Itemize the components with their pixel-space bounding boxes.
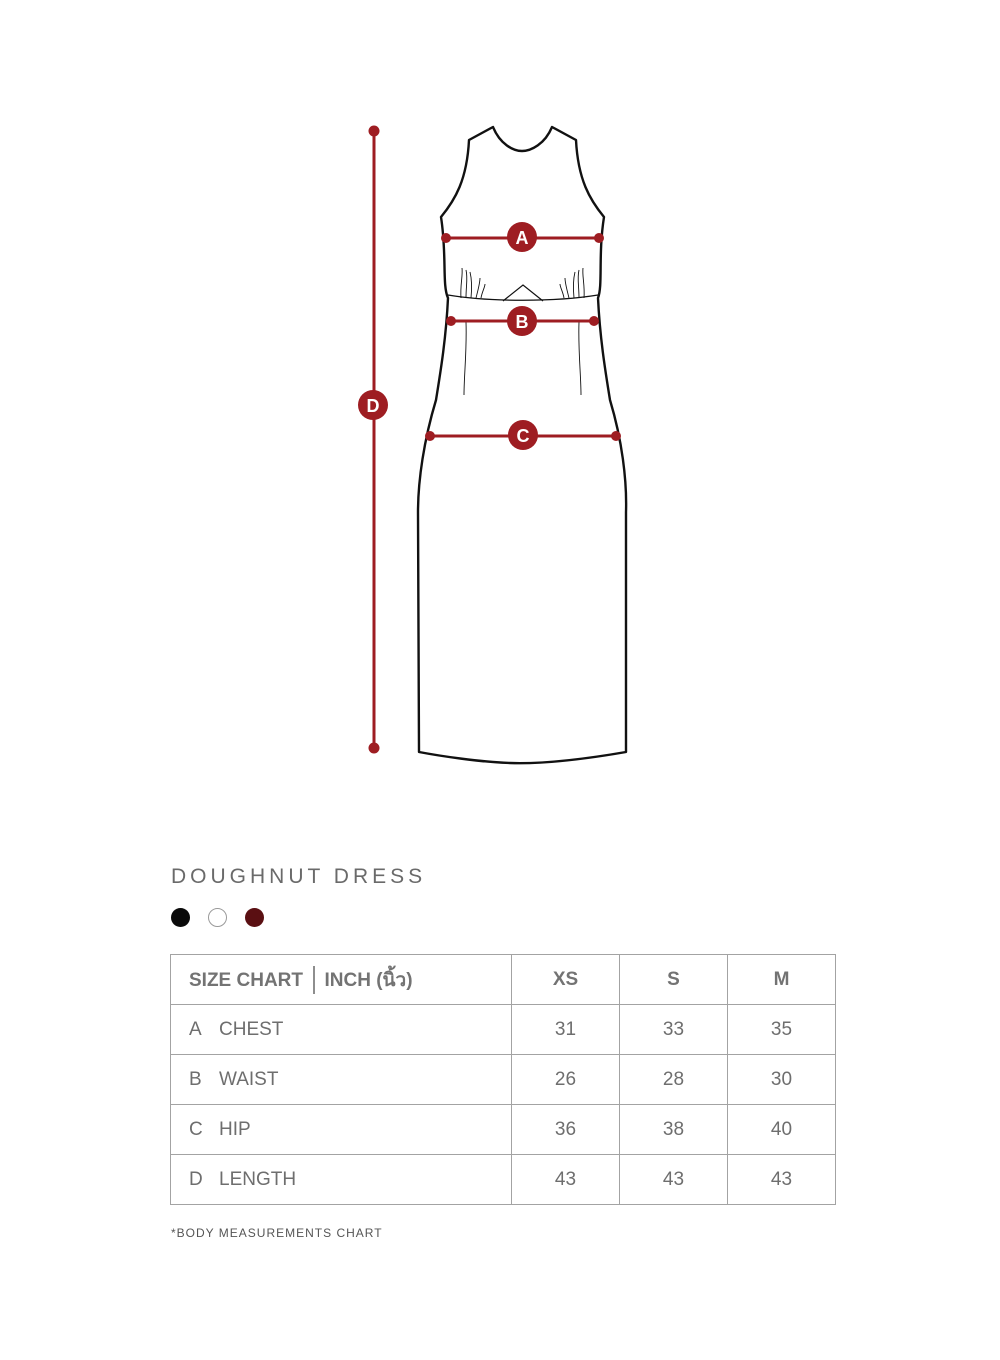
product-title: DOUGHNUT DRESS [171, 865, 427, 888]
size-header-xs: XS [512, 955, 620, 1005]
dart-right [579, 322, 581, 395]
table-row [171, 1005, 836, 1055]
table-header-row [171, 955, 836, 1005]
row-label-waist [171, 1055, 512, 1105]
row-name: WAIST [219, 1068, 279, 1090]
row-letter: A [189, 1018, 202, 1040]
row-letter: B [189, 1068, 202, 1090]
row-name: HIP [219, 1118, 251, 1140]
row-letter: D [189, 1168, 203, 1190]
table-row [171, 1105, 836, 1155]
marker-a-label: A [515, 228, 529, 248]
cell-value: 33 [620, 1005, 728, 1055]
color-swatches [171, 908, 264, 927]
row-label-length [171, 1155, 512, 1205]
cell-value: 28 [620, 1055, 728, 1105]
table-row [171, 1055, 836, 1105]
cell-value: 30 [728, 1055, 836, 1105]
measure-waist [446, 306, 599, 336]
row-letter: C [189, 1118, 203, 1140]
cell-value: 35 [728, 1005, 836, 1055]
marker-c-label: C [516, 426, 530, 446]
swatch-black[interactable] [171, 908, 190, 927]
gathers-left [461, 268, 485, 298]
cell-value: 43 [728, 1155, 836, 1205]
header-divider [313, 966, 315, 994]
size-header-m: M [728, 955, 836, 1005]
front-notch [503, 285, 543, 301]
row-name: LENGTH [219, 1168, 297, 1190]
marker-d-label: D [366, 396, 380, 416]
cell-value: 43 [512, 1155, 620, 1205]
cell-value: 36 [512, 1105, 620, 1155]
swatch-maroon[interactable] [245, 908, 264, 927]
size-chart-table [170, 954, 836, 1205]
cell-value: 40 [728, 1105, 836, 1155]
waistband-top [448, 295, 598, 300]
size-chart-title: SIZE CHART [189, 969, 303, 991]
dart-left [464, 322, 466, 395]
gathers-right [560, 268, 584, 298]
size-chart-unit: INCH (นิ้ว) [324, 969, 413, 991]
size-chart-header [171, 955, 512, 1005]
row-label-chest [171, 1005, 512, 1055]
measure-chest [441, 222, 604, 252]
marker-b-label: B [515, 312, 529, 332]
size-header-s: S [620, 955, 728, 1005]
cell-value: 43 [620, 1155, 728, 1205]
row-label-hip [171, 1105, 512, 1155]
measure-length [358, 126, 388, 754]
cell-value: 31 [512, 1005, 620, 1055]
footnote: *BODY MEASUREMENTS CHART [171, 1226, 383, 1240]
swatch-white[interactable] [208, 908, 227, 927]
cell-value: 26 [512, 1055, 620, 1105]
cell-value: 38 [620, 1105, 728, 1155]
table-row [171, 1155, 836, 1205]
measure-hip [425, 420, 621, 450]
row-name: CHEST [219, 1018, 284, 1040]
